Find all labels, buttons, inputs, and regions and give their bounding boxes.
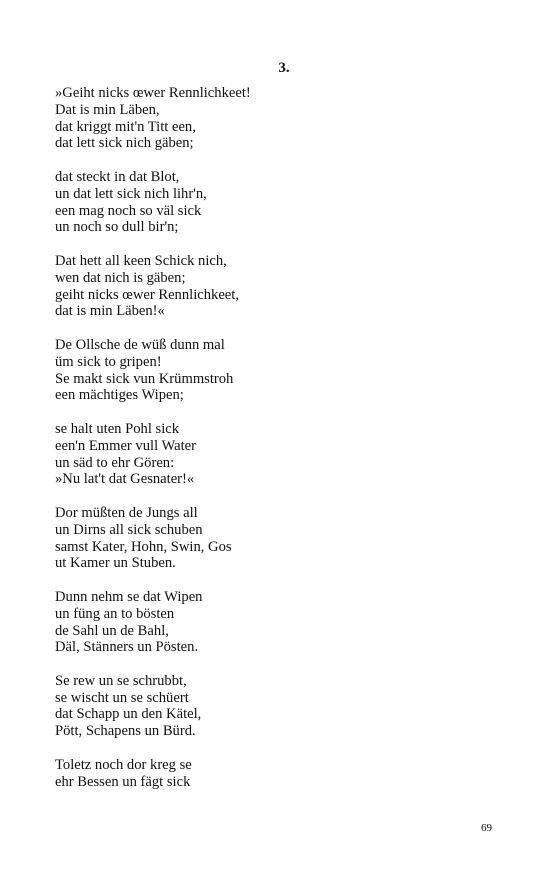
poem-line: Pött, Schapens un Bürd. — [55, 723, 196, 740]
stanza — [55, 421, 495, 488]
poem-line: un noch so dull bir'n; — [55, 219, 179, 236]
poem-line: Däl, Stänners un Pösten. — [55, 639, 199, 656]
poem-line: un säd to ehr Gören: — [55, 454, 175, 471]
stanza — [55, 673, 495, 740]
stanza — [55, 589, 495, 656]
stanza — [55, 505, 495, 572]
poem-line: wen dat nich is gäben; — [55, 269, 186, 286]
poem-line: geiht nicks œwer Rennlichkeet, — [55, 286, 239, 303]
poem-line: dat Schapp un den Kätel, — [55, 706, 202, 723]
poem-line: Dat hett all keen Schick nich, — [55, 252, 227, 269]
poem-line: se halt uten Pohl sick — [55, 420, 180, 437]
stanza — [55, 253, 495, 320]
poem-body — [55, 85, 495, 807]
stanza — [55, 169, 495, 236]
poem-line: un dat lett sick nich lihr'n, — [55, 185, 207, 202]
poem-section-number: 3. — [278, 60, 290, 76]
poem-line: Se makt sick vun Krümmstroh — [55, 370, 234, 387]
poem-line: dat lett sick nich gäben; — [55, 135, 194, 152]
poem-line: »Geiht nicks œwer Rennlichkeet! — [55, 85, 251, 101]
stanza — [55, 85, 495, 152]
poem-line: dat is min Läben!« — [55, 303, 165, 320]
poem-line: ut Kamer un Stuben. — [55, 555, 176, 572]
poem-line: Dat is min Läben, — [55, 101, 160, 118]
poem-line: se wischt un se schüert — [55, 689, 189, 706]
page-number: 69 — [481, 822, 492, 834]
poem-line: Se rew un se schrubbt, — [55, 672, 187, 689]
poem-line: Dor müßten de Jungs all — [55, 504, 198, 521]
poem-line: un füng an to bösten — [55, 605, 175, 622]
poem-line: Dunn nehm se dat Wipen — [55, 588, 203, 605]
poem-line: De Ollsche de wüß dunn mal — [55, 336, 225, 353]
poem-line: un Dirns all sick schuben — [55, 521, 203, 538]
poem-line: Toletz noch dor kreg se — [55, 756, 192, 773]
poem-line: samst Kater, Hohn, Swin, Gos — [55, 538, 232, 555]
poem-line: de Sahl un de Bahl, — [55, 622, 169, 639]
poem-line: ehr Bessen un fägt sick — [55, 773, 191, 790]
poem-line: dat steckt in dat Blot, — [55, 168, 180, 185]
poem-line: »Nu lat't dat Gesnater!« — [55, 471, 195, 488]
stanza — [55, 757, 495, 791]
poem-line: een'n Emmer vull Water — [55, 437, 196, 454]
poem-line: dat kriggt mit'n Titt een, — [55, 118, 196, 135]
stanza — [55, 337, 495, 404]
poem-line: üm sick to gripen! — [55, 353, 162, 370]
poem-line: een mag noch so väl sick — [55, 202, 202, 219]
poem-line: een mächtiges Wipen; — [55, 387, 184, 404]
